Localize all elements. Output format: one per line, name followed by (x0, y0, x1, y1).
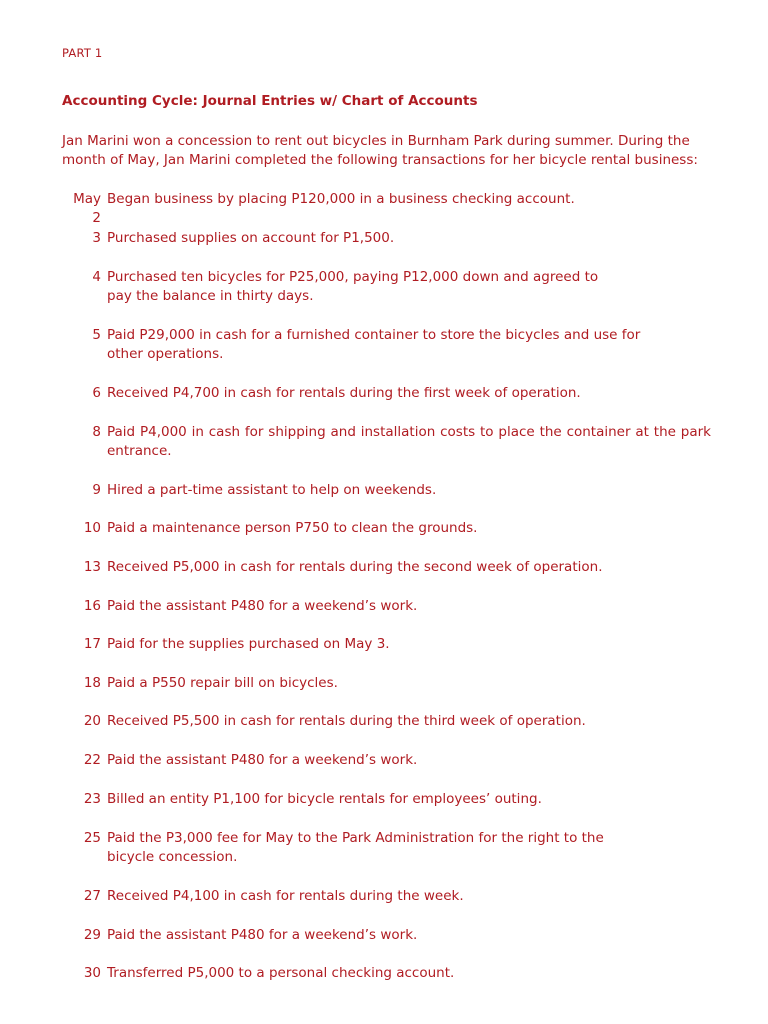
transaction-description: Paid the assistant P480 for a weekend’s work. (107, 752, 418, 768)
intro-paragraph: Jan Marini won a concession to rent out bicycles in Burnham Park during summer. During the month of May, Jan Marini completed the following transactions for her bicycle rental business: (62, 133, 698, 168)
transaction-date: 23 (83, 791, 101, 807)
transaction-date: 10 (83, 520, 101, 536)
transaction-date: 6 (92, 385, 101, 401)
transaction-date: 18 (83, 675, 101, 691)
transaction-date: 16 (83, 598, 101, 614)
transaction-date: May 2 (73, 191, 101, 226)
document-title: Accounting Cycle: Journal Entries w/ Chart of Accounts (62, 93, 478, 109)
transaction-date: 13 (83, 559, 101, 575)
transaction-date: 4 (92, 269, 101, 285)
transaction-description: Paid the assistant P480 for a weekend’s work. (107, 927, 418, 943)
transaction-description: Received P5,000 in cash for rentals during the second week of operation. (107, 559, 603, 575)
transaction-description: Paid for the supplies purchased on May 3. (107, 636, 390, 652)
transaction-description: Received P4,700 in cash for rentals during the first week of operation. (107, 385, 581, 401)
transaction-date: 9 (92, 482, 101, 498)
transaction-description: Purchased supplies on account for P1,500. (107, 230, 395, 246)
transaction-date: 17 (83, 636, 101, 652)
part-label: PART 1 (62, 46, 103, 60)
transaction-date: 25 (83, 830, 101, 846)
transaction-description: Paid the P3,000 fee for May to the Park Administration for the right to the bicycle concession. (107, 830, 604, 865)
transaction-date: 8 (92, 424, 101, 440)
transaction-description: Received P5,500 in cash for rentals during the third week of operation. (107, 713, 586, 729)
transaction-description: Paid P4,000 in cash for shipping and installation costs to place the container at the park entrance. (107, 424, 711, 459)
transaction-description: Paid the assistant P480 for a weekend’s work. (107, 598, 418, 614)
transaction-date: 30 (83, 965, 101, 981)
transaction-description: Billed an entity P1,100 for bicycle rentals for employees’ outing. (107, 791, 542, 807)
transaction-description: Paid P29,000 in cash for a furnished container to store the bicycles and use for other operations. (107, 327, 641, 362)
transaction-date: 5 (92, 327, 101, 343)
transaction-description: Paid a P550 repair bill on bicycles. (107, 675, 338, 691)
transaction-description: Transferred P5,000 to a personal checking account. (107, 965, 455, 981)
transaction-date: 27 (83, 888, 101, 904)
transaction-description: Paid a maintenance person P750 to clean the grounds. (107, 520, 478, 536)
transaction-description: Purchased ten bicycles for P25,000, paying P12,000 down and agreed to pay the balance in thirty days. (107, 269, 599, 304)
transaction-date: 3 (92, 230, 101, 246)
transaction-date: 29 (83, 927, 101, 943)
transaction-description: Began business by placing P120,000 in a business checking account. (107, 191, 575, 207)
transaction-description: Received P4,100 in cash for rentals during the week. (107, 888, 464, 904)
transaction-description: Hired a part-time assistant to help on weekends. (107, 482, 437, 498)
transaction-date: 22 (83, 752, 101, 768)
transaction-date: 20 (83, 713, 101, 729)
